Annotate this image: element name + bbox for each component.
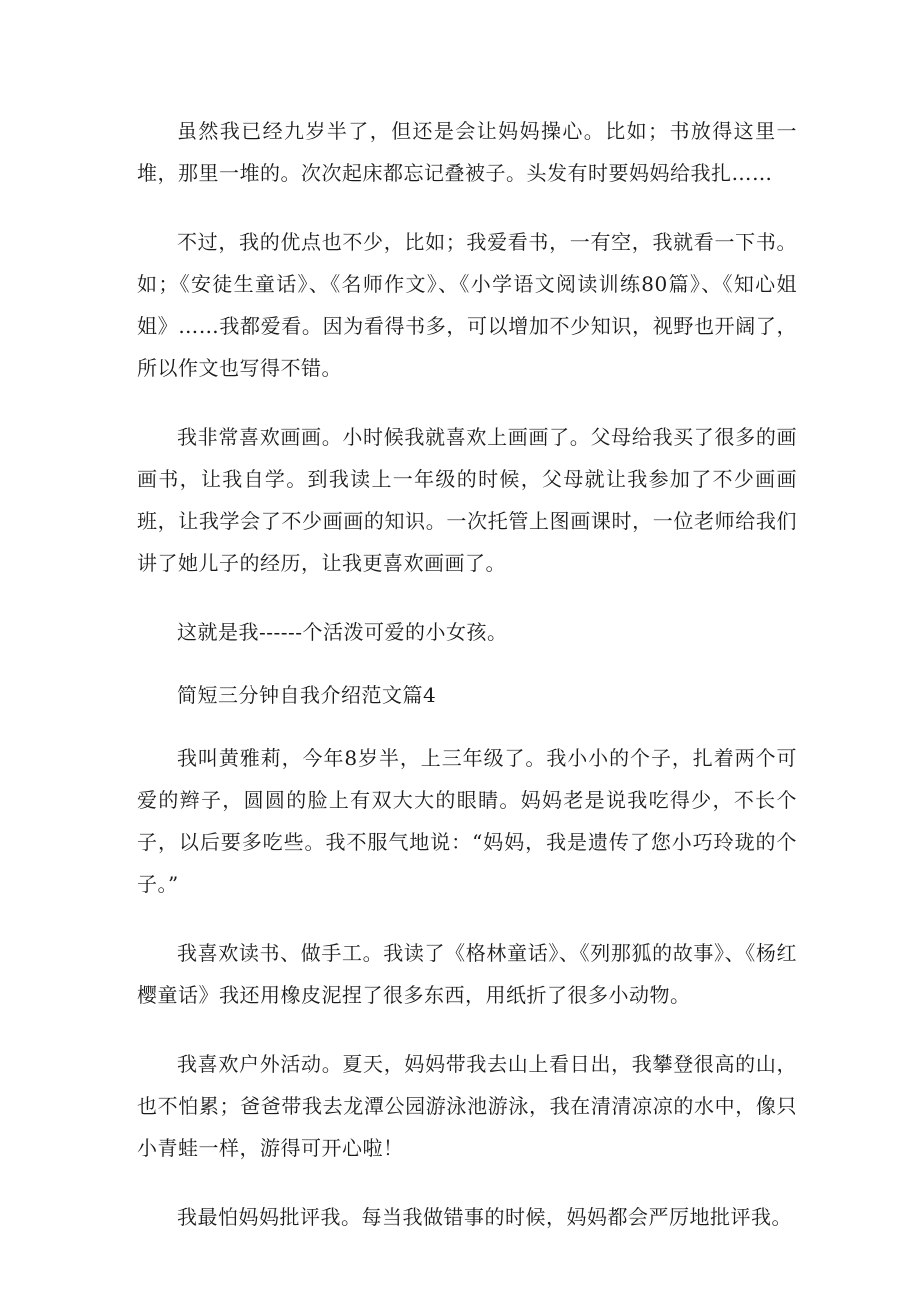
paragraph: 我叫黄雅莉，今年8岁半，上三年级了。我小小的个子，扎着两个可爱的辫子，圆圆的脸上有双大大的眼睛。妈妈老是说我吃得少，不长个子，以后要多吃些。我不服气地说：“妈妈，我是遗传了您小巧玲珑的个子。” [137, 746, 797, 896]
paragraph: 我喜欢读书、做手工。我读了《格林童话》、《列那狐的故事》、《杨红樱童话》我还用橡皮泥捏了很多东西，用纸折了很多小动物。 [137, 941, 797, 1007]
section-heading: 简短三分钟自我介绍范文篇4 [177, 683, 437, 707]
document-body [137, 110, 797, 1265]
paragraph: 我非常喜欢画画。小时候我就喜欢上画画了。父母给我买了很多的画画书，让我自学。到我读上一年级的时候，父母就让我参加了不少画画班，让我学会了不少画画的知识。一次托管上图画课时，一位老师给我们讲了她儿子的经历，让我更喜欢画画了。 [137, 425, 797, 575]
paragraph: 我喜欢户外活动。夏天，妈妈带我去山上看日出，我攀登很高的山，也不怕累；爸爸带我去龙潭公园游泳池游泳，我在清清凉凉的水中，像只小青蛙一样，游得可开心啦！ [137, 1052, 797, 1160]
paragraph: 我最怕妈妈批评我。每当我做错事的时候，妈妈都会严厉地批评我。 [177, 1205, 792, 1229]
paragraph: 这就是我------个活泼可爱的小女孩。 [177, 620, 508, 644]
paragraph: 虽然我已经九岁半了，但还是会让妈妈操心。比如；书放得这里一堆，那里一堆的。次次起床都忘记叠被子。头发有时要妈妈给我扎…… [137, 119, 797, 185]
paragraph: 不过，我的优点也不少，比如；我爱看书，一有空，我就看一下书。如；《安徒生童话》、《名师作文》、《小学语文阅读训练80篇》、《知心姐姐》……我都爱看。因为看得书多，可以增加不少知识，视野也开阔了，所以作文也写得不错。 [137, 230, 797, 380]
